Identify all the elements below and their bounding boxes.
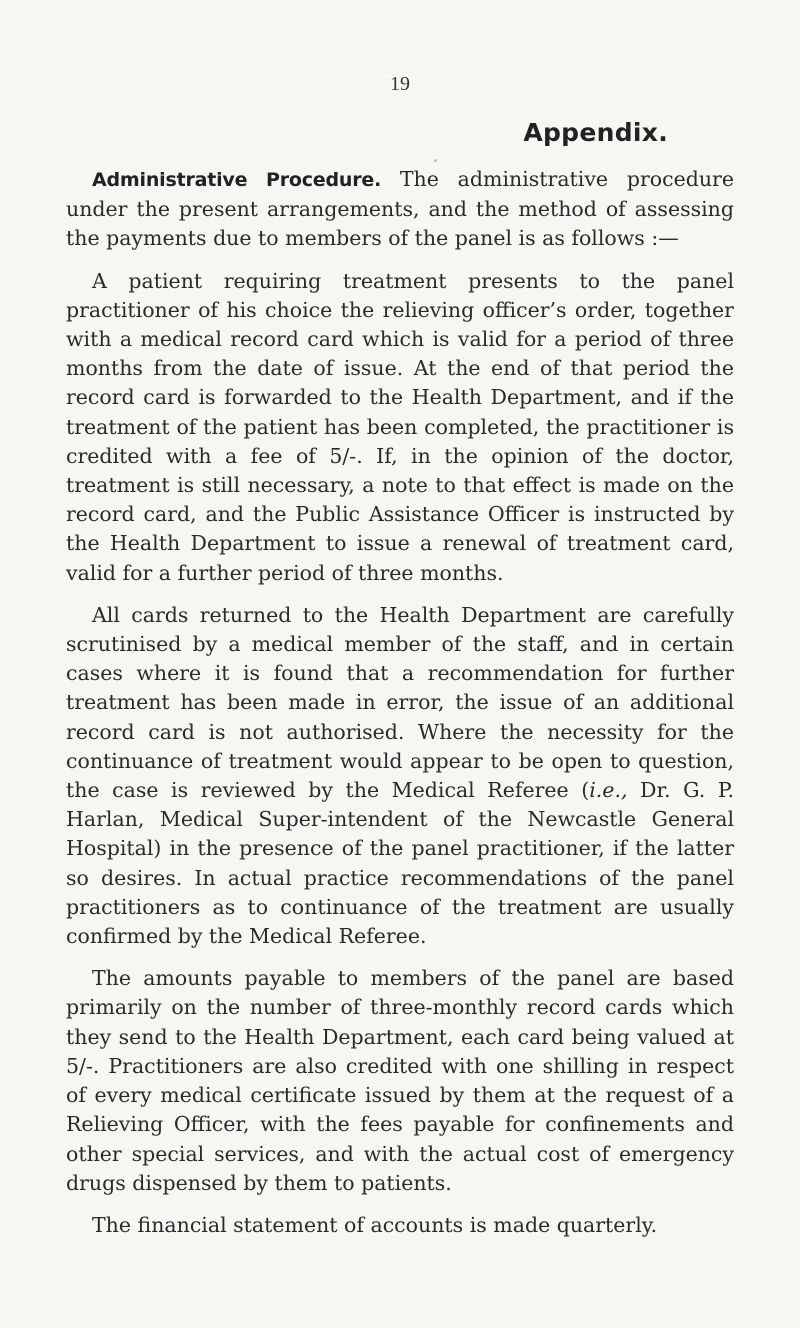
body-text	[66, 165, 734, 1253]
paragraph-2-italic: i.e.,	[589, 778, 628, 803]
section-heading: Administrative Procedure.	[92, 169, 382, 191]
decorative-dot	[434, 159, 437, 162]
paragraph-2-text-b: Dr. G. P. Harlan, Medical Super-intendent of the Newcastle General Hospital) in the presence of the panel practitioner, if the latter so desires. In actual practice recommendations of the panel practitioners as to continuance of the treatment are usually confirmed by the Medical Referee.	[66, 778, 734, 949]
paragraph-4: The financial statement of accounts is made quarterly.	[92, 1212, 658, 1237]
section-intro-text: The administrative procedure under the present arrangements, and the method of assessing the payments due to members of the panel is as follows :—	[66, 167, 734, 251]
paragraph-1: A patient requiring treatment presents to the panel practitioner of his choice the relieving officer’s order, together with a medical record card which is valid for a period of three months from the date of issue. At the end of that period the record card is forwarded to the Health Department, and if the treatment of the patient has been completed, the practitioner is credited with a fee of 5/-. If, in the opinion of the doctor, treatment is still necessary, a note to that effect is made on the record card, and the Public Assistance Officer is instructed by the Health Department to issue a renewal of treatment card, valid for a further period of three months.	[66, 268, 734, 585]
paragraph-intro	[66, 165, 734, 254]
paragraph-2	[66, 601, 734, 951]
paragraph-3: The amounts payable to members of the panel are based primarily on the number of three-monthly record cards which they send to the Health Department, each card being valued at 5/-. Practitioners are also credited with one shilling in respect of every medical certificate issued by them at the request of a Relieving Officer, with the fees payable for confinements and other special services, and with the actual cost of emergency drugs dispensed by them to patients.	[66, 966, 734, 1195]
appendix-title: Appendix.	[523, 118, 668, 147]
page-number: 19	[390, 73, 410, 95]
paragraph-2-text-a: All cards returned to the Health Department are carefully scrutinised by a medical member of the staff, and in certain cases where it is found that a recommendation for further treatment has been made in error, the issue of an additional record card is not authorised. Where the necessity for the continuance of treatment would appear to be open to question, the case is reviewed by the Medical Referee (	[66, 602, 734, 803]
